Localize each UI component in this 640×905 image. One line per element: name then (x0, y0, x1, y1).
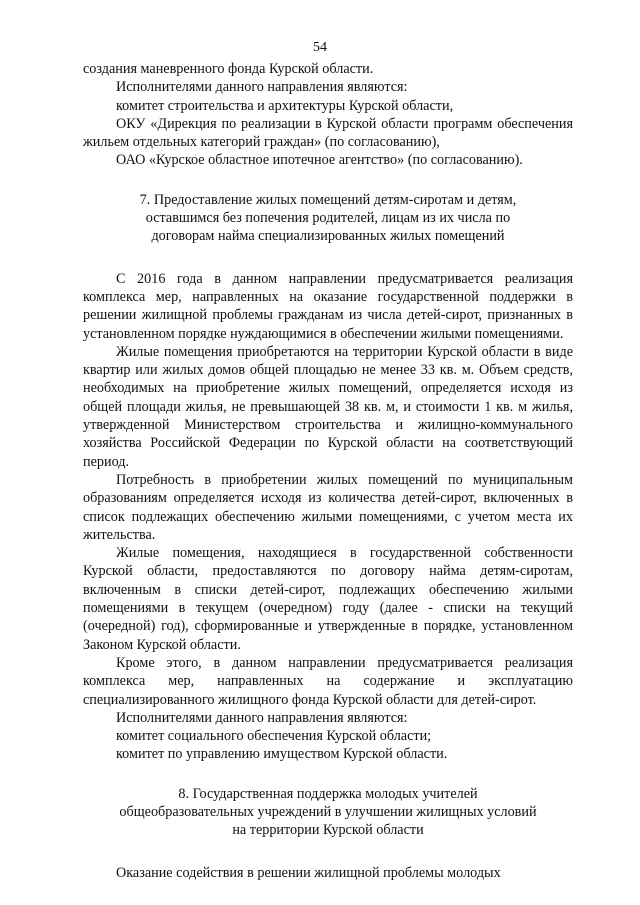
paragraph: С 2016 года в данном направлении предусматривается реализация комплекса мер, направленных на оказание государственной поддержки в решении жилищной проблемы гражданам из числа детей-сирот, признанных в установленном порядке нуждающимися в обеспечении жилыми помещениями. (83, 270, 573, 342)
paragraph: Кроме этого, в данном направлении предусматривается реализация комплекса мер, направленных на содержание и эксплуатацию специализированного жилищного фонда Курской области для детей-сирот. (83, 654, 573, 708)
heading-line: договорам найма специализированных жилых помещений (151, 228, 505, 245)
heading-line: на территории Курской области (232, 822, 424, 839)
paragraph: комитет по управлению имуществом Курской области. (116, 746, 448, 763)
spacer (83, 170, 573, 191)
heading-line: общеобразовательных учреждений в улучшении жилищных условий (119, 803, 537, 820)
paragraph: создания маневренного фонда Курской области. (83, 61, 374, 77)
heading-line: оставшимся без попечения родителей, лицам из их числа по (145, 210, 511, 227)
paragraph: комитет социального обеспечения Курской области; (116, 728, 432, 745)
page-number: 54 (313, 40, 327, 55)
paragraph: ОКУ «Дирекция по реализации в Курской области программ обеспечения жильем отдельных категорий граждан» (по согласованию), (83, 115, 573, 151)
section-7-heading (83, 191, 573, 246)
paragraph: ОАО «Курское областное ипотечное агентство» (по согласованию). (116, 152, 523, 169)
spacer (83, 840, 573, 864)
section-8-heading (83, 785, 573, 840)
paragraph: Исполнителями данного направления являются: (116, 79, 408, 96)
heading-line: 8. Государственная поддержка молодых учителей (178, 785, 478, 802)
paragraph: Жилые помещения, находящиеся в государственной собственности Курской области, предоставляются по договору найма детям-сиротам, включенным в списки детей-сирот, подлежащих обеспечению жилыми помещениями в текущем (очередном) году (далее - списки на текущий (очередной) год), сформированные и утвержденные в порядке, установленном Законом Курской области. (83, 545, 573, 653)
paragraph: комитет строительства и архитектуры Курской области, (116, 97, 454, 114)
heading-line: 7. Предоставление жилых помещений детям-сиротам и детям, (139, 191, 517, 208)
paragraph: Жилые помещения приобретаются на территории Курской области в виде квартир или жилых домов общей площадью не менее 33 кв. м. Объем средств, необходимых на приобретение жилых помещений, определяется исходя из общей площади жилья, не превышающей 38 кв. м, и стоимости 1 кв. м жилья, утвержденной Министерством строительства и жилищно-коммунального хозяйства Российской Федерации по Курской области на соответствующий период. (83, 343, 573, 470)
spacer (83, 246, 573, 270)
paragraph: Оказание содействия в решении жилищной проблемы молодых (116, 864, 501, 881)
paragraph: Потребность в приобретении жилых помещений по муниципальным образованиям определяется исходя из количества детей-сирот, включенных в список подлежащих обеспечению жилыми помещениями, с учетом места их жительства. (83, 471, 573, 543)
paragraph: Исполнителями данного направления являются: (116, 709, 408, 726)
spacer (83, 764, 573, 785)
document-body (83, 60, 573, 882)
